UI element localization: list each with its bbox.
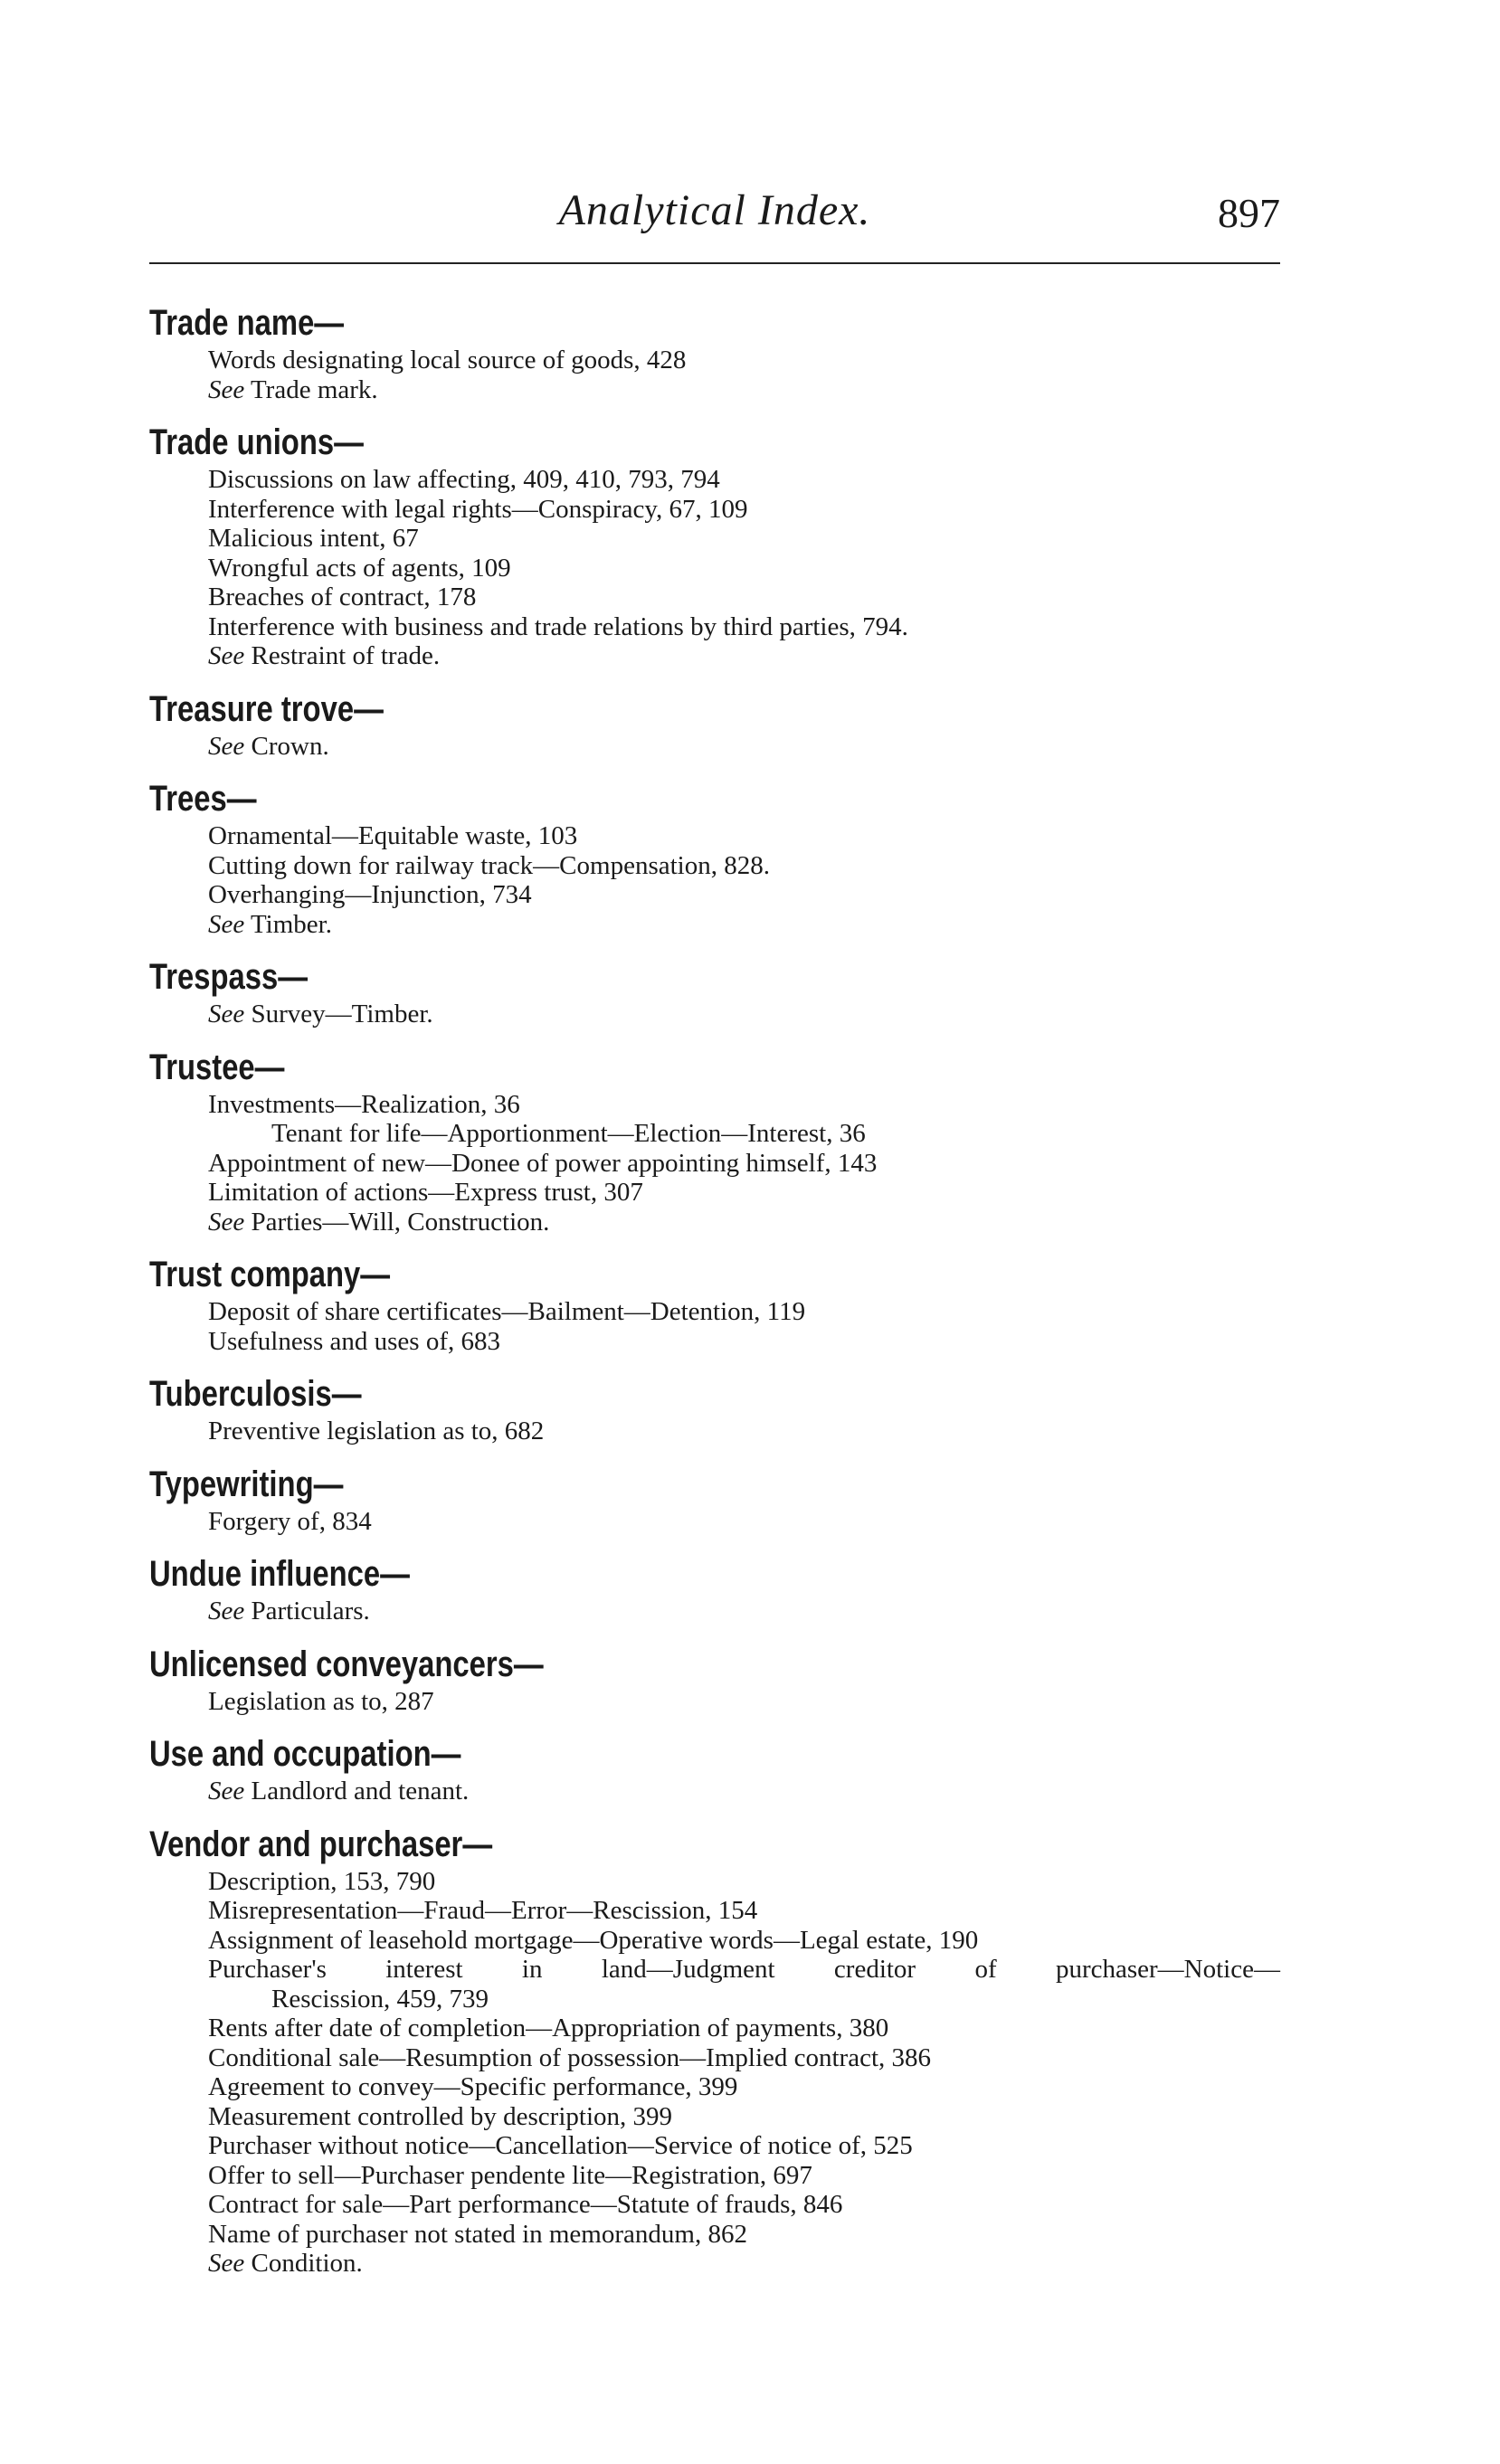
header-rule (149, 262, 1280, 264)
entry-heading: Vendor and purchaser— (149, 1824, 493, 1864)
index-entry (149, 1551, 1298, 1626)
subentry-text: Cutting down for railway track—Compensation, 828. (208, 850, 770, 880)
subentry-line (149, 1119, 1298, 1149)
subentry-line (149, 1687, 1298, 1717)
see-label: See (208, 1597, 245, 1625)
index-entry (149, 1462, 1298, 1537)
cross-reference (149, 1000, 1298, 1029)
subentry-line (149, 2161, 1298, 2191)
subentry-text: Legislation as to, 287 (208, 1686, 434, 1716)
index-entry (149, 1822, 1298, 2279)
cross-reference (149, 641, 1298, 671)
entry-heading: Trade unions— (149, 422, 364, 462)
cross-reference (149, 1777, 1298, 1806)
subentry-line (149, 1178, 1298, 1208)
subentry-line (149, 583, 1298, 612)
subentry-line (149, 821, 1298, 851)
entry-heading: Trust company— (149, 1255, 391, 1294)
subentry-line (149, 2220, 1298, 2250)
subentry-text: Purchaser's interest in land—Judgment creditor of purchaser—Notice— (208, 1955, 1280, 1984)
index-entry (149, 1045, 1298, 1237)
subentry-text: Usefulness and uses of, 683 (208, 1326, 500, 1356)
subentry-text: Words designating local source of goods, 428 (208, 346, 687, 374)
subentry-line (149, 1926, 1298, 1956)
subentry-text: Appointment of new—Donee of power appointing himself, 143 (208, 1148, 878, 1178)
subentry-line (149, 2190, 1298, 2220)
cross-reference (149, 2249, 1298, 2279)
subentry-line (149, 2072, 1298, 2102)
subentry-line (149, 1507, 1298, 1537)
subentry-text: Ornamental—Equitable waste, 103 (208, 821, 578, 850)
subentry-text: Conditional sale—Resumption of possession—Implied contract, 386 (208, 2042, 932, 2072)
subentry-line (149, 612, 1298, 642)
subentry-text: Agreement to convey—Specific performance, 399 (208, 2072, 738, 2101)
entry-heading: Trespass— (149, 957, 309, 997)
subentry-text: Assignment of leasehold mortgage—Operative words—Legal estate, 190 (208, 1925, 979, 1955)
entry-heading: Trees— (149, 779, 257, 819)
see-label: See (208, 1000, 245, 1028)
subentry-line (149, 1867, 1298, 1897)
subentry-text: Deposit of share certificates—Bailment—Detention, 119 (208, 1297, 806, 1326)
subentry-text: Particulars. (244, 1597, 370, 1625)
subentry-line (149, 1985, 1298, 2014)
subentry-text: Purchaser without notice—Cancellation—Service of notice of, 525 (208, 2131, 913, 2160)
cross-reference (149, 1597, 1298, 1626)
subentry-line (149, 851, 1298, 881)
subentry-text: Interference with legal rights—Conspiracy, 67, 109 (208, 494, 748, 524)
subentry-text: Trade mark. (244, 374, 378, 404)
see-label: See (208, 641, 245, 670)
subentry-text: Measurement controlled by description, 399 (208, 2101, 673, 2131)
index-entry (149, 1642, 1298, 1717)
page-header (149, 185, 1280, 249)
subentry-line (149, 346, 1298, 375)
page-number: 897 (1218, 190, 1280, 236)
subentry-line (149, 495, 1298, 525)
running-title: Analytical Index. (558, 186, 871, 234)
index-entry (149, 954, 1298, 1029)
index-entry (149, 687, 1298, 762)
cross-reference (149, 910, 1298, 940)
subentry-text: Tenant for life—Apportionment—Election—Interest, 36 (271, 1119, 866, 1148)
analytical-index (149, 300, 1298, 2294)
see-label: See (208, 2249, 245, 2278)
index-entry (149, 300, 1298, 404)
entry-heading: Tuberculosis— (149, 1374, 362, 1414)
subentry-text: Rents after date of completion—Appropriation of payments, 380 (208, 2014, 889, 2042)
see-label: See (208, 909, 245, 939)
subentry-line (149, 1297, 1298, 1327)
entry-heading: Treasure trove— (149, 688, 384, 729)
entry-heading: Typewriting— (149, 1464, 344, 1504)
see-label: See (208, 731, 245, 761)
index-entry (149, 776, 1298, 939)
subentry-line (149, 1896, 1298, 1926)
subentry-text: Overhanging—Injunction, 734 (208, 880, 532, 909)
subentry-text: Restraint of trade. (244, 641, 441, 670)
index-entry (149, 1371, 1298, 1446)
index-entry (149, 1731, 1298, 1806)
subentry-text: Landlord and tenant. (244, 1777, 470, 1805)
subentry-text: Contract for sale—Part performance—Statute of frauds, 846 (208, 2190, 843, 2219)
cross-reference (149, 375, 1298, 405)
index-entry (149, 420, 1298, 671)
subentry-text: Crown. (244, 731, 329, 761)
subentry-line (149, 524, 1298, 554)
subentry-line (149, 1327, 1298, 1357)
subentry-text: Forgery of, 834 (208, 1506, 372, 1536)
subentry-text: Misrepresentation—Fraud—Error—Rescission, 154 (208, 1896, 758, 1925)
entry-heading: Trustee— (149, 1047, 285, 1087)
subentry-text: Limitation of actions—Express trust, 307 (208, 1178, 643, 1207)
subentry-text: Preventive legislation as to, 682 (208, 1417, 545, 1445)
index-entry (149, 1252, 1298, 1356)
see-label: See (208, 1777, 245, 1805)
subentry-text: Wrongful acts of agents, 109 (208, 553, 511, 583)
see-label: See (208, 374, 245, 404)
see-label: See (208, 1207, 245, 1237)
subentry-text: Description, 153, 790 (208, 1866, 436, 1896)
cross-reference (149, 1208, 1298, 1237)
subentry-text: Investments—Realization, 36 (208, 1089, 520, 1119)
subentry-text: Survey—Timber. (244, 1000, 433, 1028)
subentry-line (149, 2102, 1298, 2132)
subentry-line (149, 1090, 1298, 1120)
entry-heading: Use and occupation— (149, 1734, 461, 1774)
subentry-text: Interference with business and trade relations by third parties, 794. (208, 611, 908, 641)
subentry-text: Discussions on law affecting, 409, 410, 793, 794 (208, 465, 720, 494)
subentry-text: Name of purchaser not stated in memorandum, 862 (208, 2219, 747, 2249)
entry-heading: Trade name— (149, 303, 345, 343)
subentry-text: Condition. (244, 2249, 363, 2278)
subentry-line (149, 1417, 1298, 1446)
subentry-line (149, 554, 1298, 583)
subentry-line (149, 1955, 1280, 1985)
subentry-line (149, 1149, 1298, 1179)
subentry-text: Offer to sell—Purchaser pendente lite—Registration, 697 (208, 2160, 812, 2190)
subentry-text: Rescission, 459, 739 (271, 1984, 489, 2014)
cross-reference (149, 732, 1298, 762)
subentry-line (149, 2131, 1298, 2161)
subentry-text: Breaches of contract, 178 (208, 583, 477, 611)
subentry-line (149, 465, 1298, 495)
subentry-text: Malicious intent, 67 (208, 524, 419, 553)
entry-heading: Undue influence— (149, 1554, 410, 1594)
subentry-text: Timber. (244, 909, 332, 939)
entry-heading: Unlicensed conveyancers— (149, 1644, 544, 1684)
subentry-line (149, 880, 1298, 910)
subentry-line (149, 2043, 1298, 2073)
subentry-text: Parties—Will, Construction. (244, 1207, 550, 1237)
subentry-line (149, 2014, 1298, 2043)
